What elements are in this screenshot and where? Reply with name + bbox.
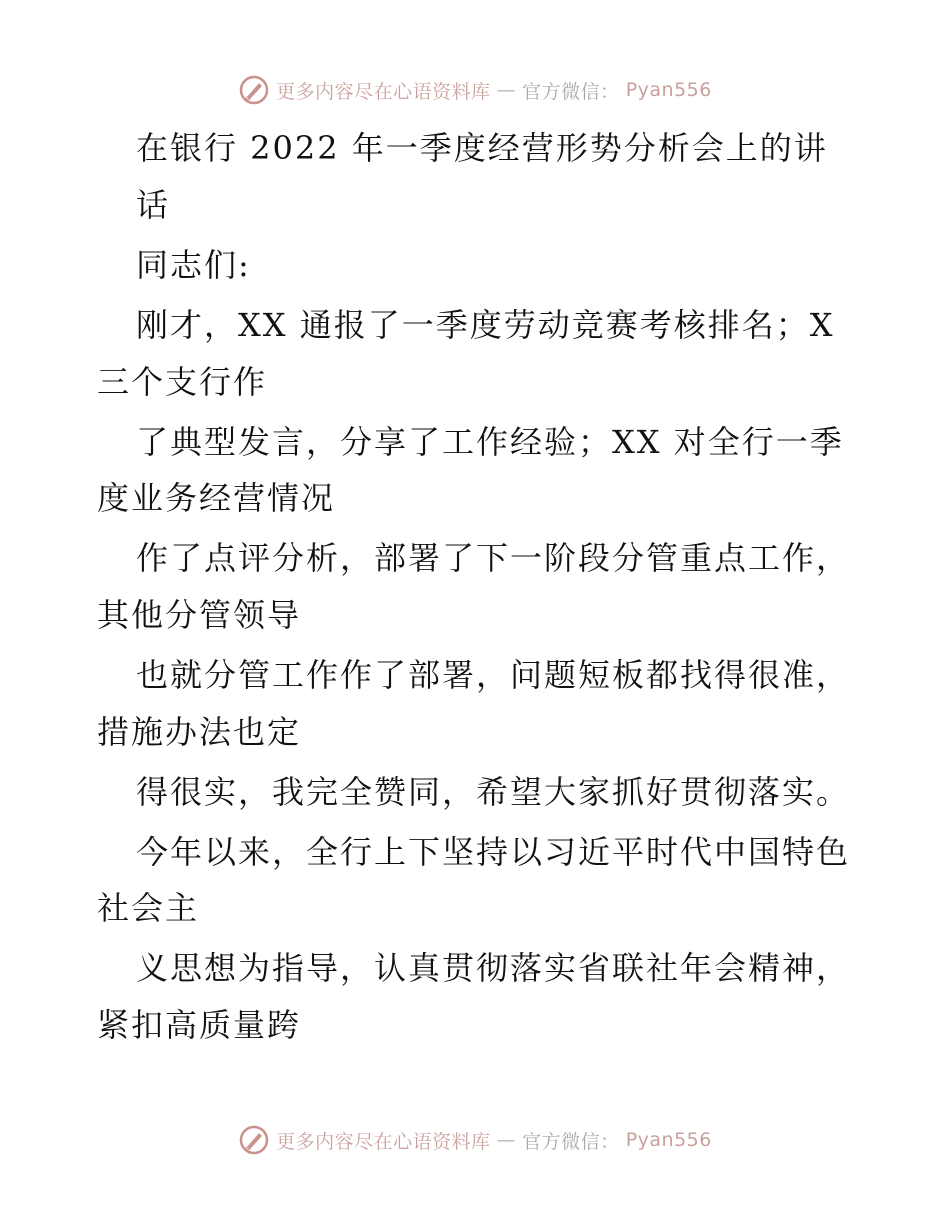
paragraph-line: 措施办法也定	[97, 713, 302, 751]
watermark-wechat-label: 官方微信：	[522, 80, 620, 103]
paragraph-line: 社会主	[97, 889, 200, 927]
watermark-wechat-id: Pyan556	[625, 1129, 712, 1151]
pen-logo-icon	[238, 74, 270, 106]
watermark-wechat-id: Pyan556	[625, 79, 712, 101]
title-line-2: 话	[136, 186, 171, 224]
paragraph-line: 度业务经营情况	[97, 479, 336, 517]
header-watermark	[0, 70, 950, 110]
paragraph-line: 义思想为指导，认真贯彻落实省联社年会精神，	[136, 949, 851, 987]
title-line-1: 在银行 2022 年一季度经营形势分析会上的讲	[136, 129, 828, 167]
salutation: 同志们:	[136, 246, 251, 284]
paragraph-line: 得很实，我完全赞同，希望大家抓好贯彻落实。	[136, 773, 851, 811]
watermark-main-text: 更多内容尽在心语资料库	[276, 80, 491, 103]
watermark-main-text: 更多内容尽在心语资料库	[276, 1130, 491, 1153]
watermark-wechat-label: 官方微信：	[522, 1130, 620, 1153]
paragraph-line: 也就分管工作作了部署，问题短板都找得很准，	[136, 656, 851, 694]
watermark-dash: —	[496, 79, 517, 101]
paragraph-line: 了典型发言，分享了工作经验；XX 对全行一季	[136, 423, 844, 461]
pen-logo-icon	[238, 1124, 270, 1156]
paragraph-line: 作了点评分析，部署了下一阶段分管重点工作，	[136, 539, 851, 577]
footer-watermark	[0, 1120, 950, 1160]
paragraph-line: 刚才，XX 通报了一季度劳动竞赛考核排名；X	[136, 306, 835, 344]
paragraph-line: 三个支行作	[97, 363, 268, 401]
paragraph-line: 其他分管领导	[97, 596, 302, 634]
paragraph-line: 紧扣高质量跨	[97, 1006, 302, 1044]
watermark-dash: —	[496, 1129, 517, 1151]
paragraph-line: 今年以来，全行上下坚持以习近平时代中国特色	[136, 833, 851, 871]
